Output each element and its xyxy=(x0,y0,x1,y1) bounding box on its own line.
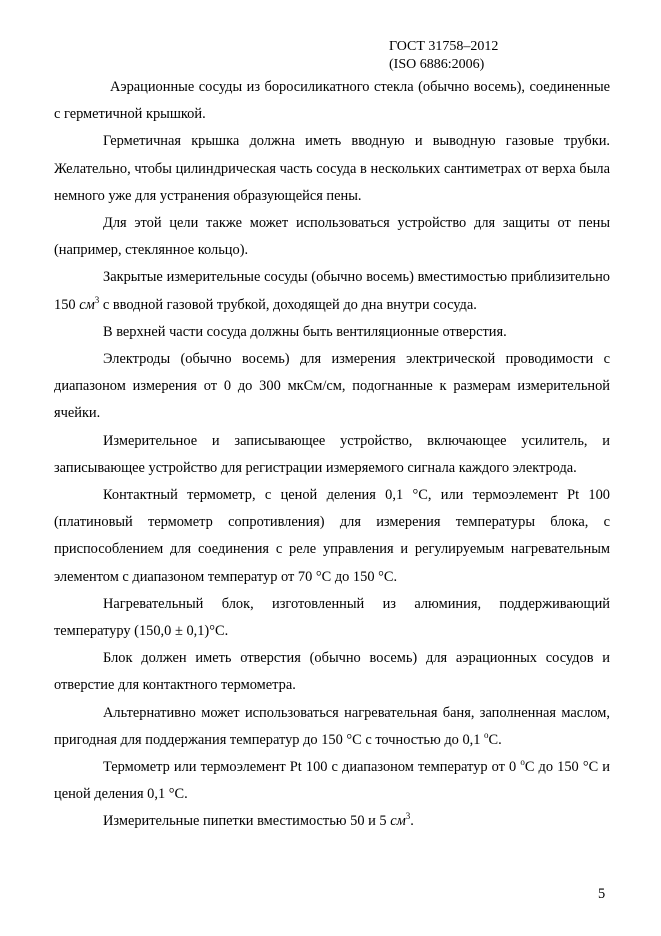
thermometer-text: Термометр или термоэлемент Pt 100 с диапазоном температур от 0 xyxy=(103,759,521,776)
unit-cm: см xyxy=(390,813,406,830)
paragraph-heating-bath xyxy=(54,700,610,754)
heating-bath-text-end: С. xyxy=(488,731,502,748)
heating-bath-text: Альтернативно может использоваться нагревательная баня, заполненная маслом, пригодная для поддержания температур до 150 °С с точностью до 0,1 xyxy=(54,704,610,748)
superscript-3: 3 xyxy=(405,811,411,822)
measuring-vessels-text-end: с вводной газовой трубкой, доходящей до дна внутри сосуда. xyxy=(99,296,477,313)
paragraph-foam-protection: Для этой цели также может использоваться устройство для защиты от пены (например, стеклянное кольцо). xyxy=(54,215,610,259)
degree-superscript: о xyxy=(484,730,489,741)
iso-reference: (ISO 6886:2006) xyxy=(389,57,485,72)
paragraph-vent-holes: В верхней части сосуда должны быть вентиляционные отверстия. xyxy=(103,323,507,340)
paragraph-contact-thermometer: Контактный термометр, с ценой деления 0,1 °С, или термоэлемент Pt 100 (платиновый термометр сопротивления) для измерения температуры блока, с приспособлением для соединения с реле управления и регулируемым нагревательным элементом с диапазоном температур от 70 °С до 150 °С. xyxy=(54,487,610,585)
paragraph-recording-device: Измерительное и записывающее устройство, включающее усилитель, и записывающее устройство для регистрации измеряемого сигнала каждого электрода. xyxy=(54,432,610,476)
paragraph-measuring-vessels xyxy=(54,264,610,318)
unit-cm: см xyxy=(79,296,95,313)
paragraph-hermetic-lid: Герметичная крышка должна иметь вводную и выводную газовые трубки. Желательно, чтобы цилиндрическая часть сосуда в нескольких сантиметрах от верха была немного уже для устранения образующейся пены. xyxy=(54,133,610,204)
measuring-vessels-text: Закрытые измерительные сосуды (обычно восемь) вместимостью приблизительно 150 xyxy=(54,269,610,313)
paragraph-thermometer xyxy=(54,754,610,808)
degree-superscript: о xyxy=(520,757,525,768)
superscript-3: 3 xyxy=(94,294,100,305)
document-header xyxy=(389,38,498,74)
standard-number: ГОСТ 31758–2012 xyxy=(389,39,499,54)
paragraph-block-holes: Блок должен иметь отверстия (обычно восемь) для аэрационных сосудов и отверстие для контактного термометра. xyxy=(54,650,610,694)
paragraph-heating-block: Нагревательный блок, изготовленный из алюминия, поддерживающий температуру (150,0 ± 0,1)°С. xyxy=(54,595,610,640)
paragraph-pipettes xyxy=(54,808,610,835)
pipettes-text: Измерительные пипетки вместимостью 50 и 5 xyxy=(103,813,391,830)
page-number: 5 xyxy=(598,886,606,902)
thermometer-text-end: С до 150 °С и ценой деления 0,1 °С. xyxy=(54,759,610,803)
document-body xyxy=(54,74,610,836)
pipettes-text-end: . xyxy=(410,813,414,830)
paragraph-aeration-vessels: Аэрационные сосуды из боросиликатного стекла (обычно восемь), соединенные с герметичной крышкой. xyxy=(54,79,610,123)
paragraph-electrodes: Электроды (обычно восемь) для измерения электрической проводимости с диапазоном измерения от 0 до 300 мкСм/см, подогнанные к размерам измерительной ячейки. xyxy=(54,351,610,422)
